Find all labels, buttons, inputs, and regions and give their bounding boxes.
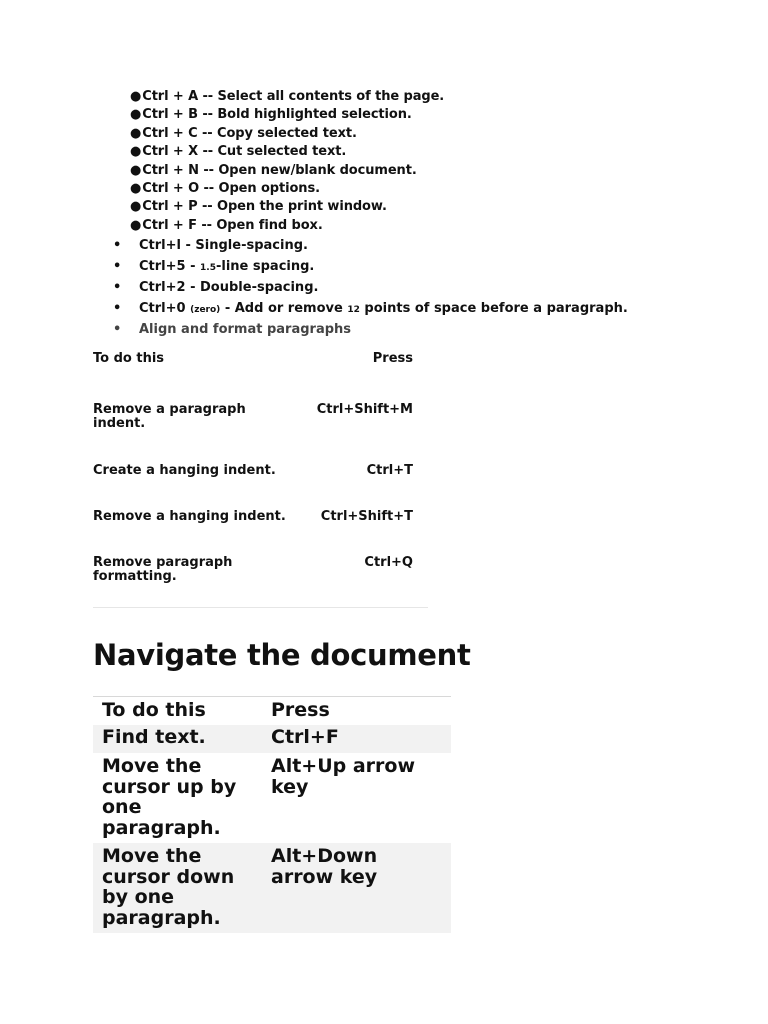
key-cell: Ctrl+Shift+T xyxy=(320,509,413,524)
bullet-icon: ● xyxy=(130,125,142,141)
bullet-icon: ● xyxy=(130,217,142,233)
action-cell: Move the cursor down by one paragraph. xyxy=(102,845,235,929)
column-header-action: To do this xyxy=(102,699,206,721)
table-header-row xyxy=(93,697,451,725)
bullet-icon: ● xyxy=(130,107,142,123)
navigate-shortcut-table xyxy=(93,696,451,933)
bullet-icon: ● xyxy=(130,89,142,104)
shortcut-list xyxy=(130,88,444,235)
table-row xyxy=(93,753,451,843)
key-cell: Ctrl+F xyxy=(271,726,339,748)
list-item: ●Ctrl + C -- Copy selected text. xyxy=(130,125,357,141)
bullet-icon: ● xyxy=(130,180,142,196)
action-cell: Create a hanging indent. xyxy=(93,463,276,478)
action-cell: Remove a paragraph indent. xyxy=(93,402,246,431)
key-cell: Ctrl+T xyxy=(366,463,413,478)
bullet-icon: • xyxy=(113,280,122,295)
list-item: ●Ctrl + O -- Open options. xyxy=(130,180,320,196)
table-row xyxy=(93,843,451,933)
list-item: • Ctrl+l - Single-spacing. xyxy=(113,235,628,256)
list-item: • Ctrl+5 - 1.5-line spacing. xyxy=(113,256,628,277)
list-item: ●Ctrl + B -- Bold highlighted selection. xyxy=(130,107,412,123)
list-item: ●Ctrl + F -- Open find box. xyxy=(130,217,323,233)
section-link[interactable]: • Align and format paragraphs xyxy=(113,319,628,340)
key-cell: Alt+Down arrow key xyxy=(271,845,378,888)
column-header-key: Press xyxy=(271,699,330,721)
spacing-list xyxy=(113,235,628,340)
bullet-icon: ● xyxy=(130,162,142,178)
bullet-icon: • xyxy=(113,301,122,316)
list-item: • Ctrl+0 (zero) - Add or remove 12 points of space before a paragraph. xyxy=(113,298,628,319)
key-cell: Ctrl+Shift+M xyxy=(316,402,413,417)
bullet-icon: ● xyxy=(130,199,142,215)
key-cell: Ctrl+Q xyxy=(364,555,413,570)
section-heading: Navigate the document xyxy=(93,638,471,672)
table-row xyxy=(93,725,451,753)
action-cell: Find text. xyxy=(102,726,206,748)
list-item: ●Ctrl + X -- Cut selected text. xyxy=(130,144,347,160)
key-cell: Alt+Up arrow key xyxy=(271,755,416,798)
list-item: ●Ctrl + N -- Open new/blank document. xyxy=(130,162,417,178)
action-cell: Move the cursor up by one paragraph. xyxy=(102,755,237,839)
column-header-action: To do this xyxy=(93,351,165,366)
bullet-icon: • xyxy=(113,238,122,253)
bullet-icon: • xyxy=(113,259,122,274)
bullet-icon: ● xyxy=(130,144,142,160)
list-item: ●Ctrl + A -- Select all contents of the page. xyxy=(130,89,445,104)
bullet-icon: • xyxy=(113,322,122,337)
action-cell: Remove a hanging indent. xyxy=(93,509,286,524)
list-item: • Ctrl+2 - Double-spacing. xyxy=(113,277,628,298)
divider xyxy=(93,607,428,608)
action-cell: Remove paragraph formatting. xyxy=(93,555,233,584)
list-item: ●Ctrl + P -- Open the print window. xyxy=(130,199,387,215)
column-header-key: Press xyxy=(372,351,413,366)
